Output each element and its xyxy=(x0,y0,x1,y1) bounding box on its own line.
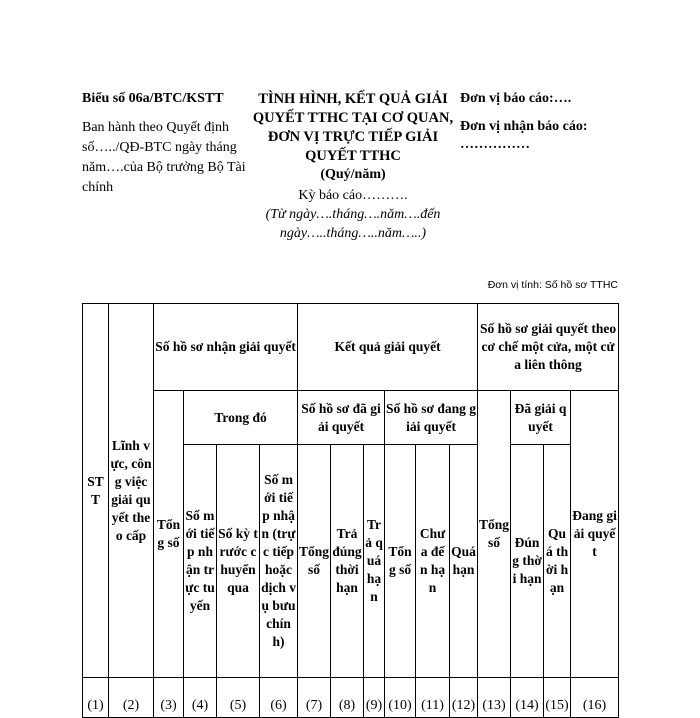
col-header-in-progress: Số hồ sơ đang giải quyết xyxy=(385,391,478,445)
col-header-results: Kết quả giải quyết xyxy=(298,304,478,391)
col-header-new-direct: Số mới tiếp nhận (trực tiếp hoặc dịch vụ bưu chính) xyxy=(260,445,298,678)
form-number: Biểu số 06a/BTC/KSTT xyxy=(82,91,224,106)
col-header-late: Trả quá hạn xyxy=(364,445,385,678)
col-number: (10) xyxy=(385,678,416,718)
receiving-unit: Đơn vị nhận báo cáo: …………… xyxy=(460,119,588,152)
col-number: (2) xyxy=(109,678,154,718)
header-center xyxy=(248,90,458,243)
col-header-overdue: Quá hạn xyxy=(450,445,478,678)
reporting-period: Kỳ báo cáo………. xyxy=(298,188,408,203)
col-number: (8) xyxy=(331,678,364,718)
col-header-received: Số hồ sơ nhận giải quyết xyxy=(154,304,298,391)
col-number: (9) xyxy=(364,678,385,718)
period-type: (Quý/năm) xyxy=(320,167,386,182)
col-number: (5) xyxy=(217,678,260,718)
col-number: (3) xyxy=(154,678,184,718)
col-header-online: Số mới tiếp nhận trực tuyến xyxy=(184,445,217,678)
column-number-row xyxy=(83,678,619,718)
header-row-2 xyxy=(83,391,619,445)
date-range: (Từ ngày….tháng….năm….đến ngày…..tháng…..năm…..) xyxy=(265,207,441,241)
col-number: (13) xyxy=(478,678,511,718)
col-header-resolved: Số hồ sơ đã giải quyết xyxy=(298,391,385,445)
col-number: (15) xyxy=(544,678,571,718)
col-header-field: Lĩnh vực, công việc giải quyết theo cấp xyxy=(109,304,154,678)
col-number: (1) xyxy=(83,678,109,718)
col-header-total-received: Tổng số xyxy=(154,391,184,678)
unit-label: Đơn vị tính: Số hồ sơ TTHC xyxy=(487,279,618,291)
col-header-os-late: Quá thời hạn xyxy=(544,445,571,678)
col-header-one-stop: Số hồ sơ giải quyết theo cơ chế một cửa, một cửa liên thông xyxy=(478,304,619,391)
header-right xyxy=(460,90,630,154)
col-header-on-time: Trả đúng thời hạn xyxy=(331,445,364,678)
col-header-os-on-time: Đúng thời hạn xyxy=(511,445,544,678)
col-number: (12) xyxy=(450,678,478,718)
document-title: TÌNH HÌNH, KẾT QUẢ GIẢI QUYẾT TTHC TẠI CƠ QUAN, ĐƠN VỊ TRỰC TIẾP GIẢI QUYẾT TTHC xyxy=(252,91,454,164)
col-header-not-due: Chưa đến hạn xyxy=(416,445,450,678)
col-header-total-in-progress: Tổng số xyxy=(385,445,416,678)
reporting-unit: Đơn vị báo cáo:…. xyxy=(460,91,572,106)
col-header-done: Đã giải quyết xyxy=(511,391,571,445)
col-number: (14) xyxy=(511,678,544,718)
col-number: (6) xyxy=(260,678,298,718)
col-header-os-in-progress: Đang giải quyết xyxy=(571,391,619,678)
col-header-of-which: Trong đó xyxy=(184,391,298,445)
col-number: (16) xyxy=(571,678,619,718)
col-number: (4) xyxy=(184,678,217,718)
col-number: (7) xyxy=(298,678,331,718)
col-header-total-resolved: Tổng số xyxy=(298,445,331,678)
col-header-carried-over: Số kỳ trước chuyển qua xyxy=(217,445,260,678)
issued-by-note: Ban hành theo Quyết định số…../QĐ-BTC ngày tháng năm….của Bộ trưởng Bộ Tài chính xyxy=(82,120,246,195)
col-header-stt: STT xyxy=(83,304,109,678)
header-row-1 xyxy=(83,304,619,391)
header-left xyxy=(82,90,247,198)
col-header-total-one-stop: Tổng số xyxy=(478,391,511,678)
col-number: (11) xyxy=(416,678,450,718)
report-table xyxy=(82,303,619,718)
